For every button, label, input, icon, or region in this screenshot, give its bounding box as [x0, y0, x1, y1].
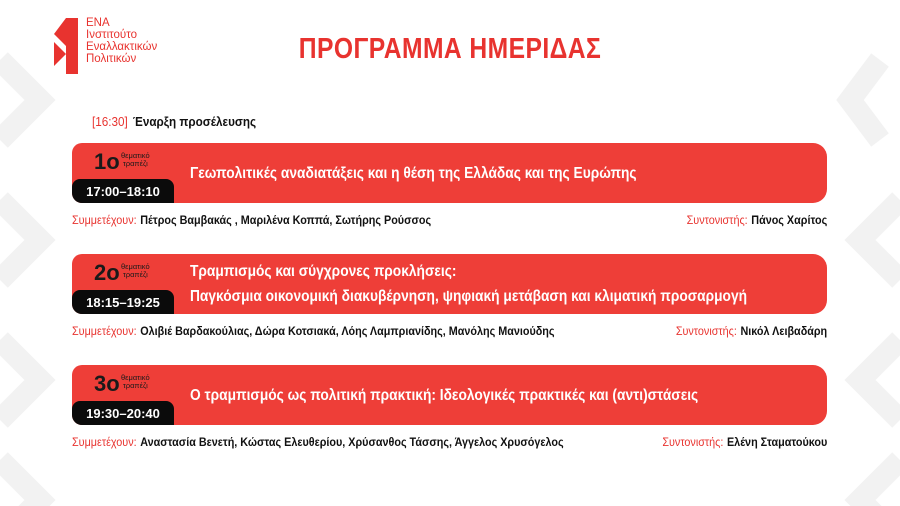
- session-sub-line: τραπέζι: [122, 381, 148, 390]
- session-people: [72, 203, 827, 231]
- session-bar: [72, 365, 827, 425]
- session-number: 3ο: [94, 371, 120, 396]
- moderator-row: [662, 435, 827, 449]
- session-topic: [190, 365, 724, 425]
- logo-line: ΕΝΑ: [86, 17, 110, 29]
- participants-names: Αναστασία Βενετή, Κώστας Ελευθερίου, Χρύσανθος Τάσσης, Άγγελος Χρυσόγελος: [140, 435, 564, 449]
- session-2: [72, 254, 827, 342]
- participants-row: [72, 324, 554, 338]
- participants-label: Συμμετέχουν:: [72, 213, 137, 227]
- session-sub-line: θεματικό: [121, 373, 150, 382]
- session-topic-line: Παγκόσμια οικονομική διακυβέρνηση, ψηφιακή μετάβαση και κλιματική προσαρμογή: [190, 288, 747, 305]
- moderator-row: [686, 213, 827, 227]
- session-time: 19:30–20:40: [72, 401, 174, 425]
- session-number: 2ο: [94, 260, 120, 285]
- session-sub: [121, 374, 150, 390]
- session-number: 1ο: [94, 149, 120, 174]
- session-sub-line: θεματικό: [121, 262, 150, 271]
- participants-row: [72, 435, 564, 449]
- session-time: 18:15–19:25: [72, 290, 174, 314]
- logo-line: Εναλλακτικών: [86, 41, 158, 53]
- participants-row: [72, 213, 431, 227]
- session-topic-line: Τραμπισμός και σύγχρονες προκλήσεις:: [190, 263, 457, 280]
- arrival-label: Έναρξη προσέλευσης: [132, 114, 257, 129]
- session-people: [72, 314, 827, 342]
- moderator-name: Πάνος Χαρίτος: [751, 213, 827, 227]
- session-sub-line: θεματικό: [121, 151, 150, 160]
- session-sub: [121, 263, 150, 279]
- session-1: [72, 143, 827, 231]
- logo-line: Ινστιτούτο: [86, 29, 137, 41]
- participants-names: Ολιβιέ Βαρδακούλιας, Δώρα Κοτσιακά, Λόης Λαμπριανίδης, Μανόλης Μανιούδης: [140, 324, 555, 338]
- session-sub-line: τραπέζι: [122, 270, 148, 279]
- moderator-name: Ελένη Σταματούκου: [726, 435, 827, 449]
- logo-line: Πολιτικών: [86, 53, 137, 65]
- session-bar: [72, 254, 827, 314]
- moderator-name: Νικόλ Λειβαδάρη: [740, 324, 827, 338]
- session-topic-line: Ο τραμπισμός ως πολιτική πρακτική: Ιδεολογικές πρακτικές και (αντι)στάσεις: [190, 386, 699, 404]
- session-topic: [190, 143, 724, 203]
- session-3: [72, 365, 827, 453]
- moderator-row: [676, 324, 827, 338]
- page-title: ΠΡΟΓΡΑΜΜΑ ΗΜΕΡΙΔΑΣ: [298, 33, 602, 65]
- arrival-row: [92, 114, 256, 129]
- session-topic: [190, 254, 747, 314]
- moderator-label: Συντονιστής:: [675, 324, 737, 338]
- session-sub-line: τραπέζι: [122, 159, 148, 168]
- session-time: 17:00–18:10: [72, 179, 174, 203]
- session-topic-line: Γεωπολιτικές αναδιατάξεις και η θέση της Ελλάδας και της Ευρώπης: [190, 164, 637, 182]
- moderator-label: Συντονιστής:: [662, 435, 724, 449]
- participants-label: Συμμετέχουν:: [72, 435, 137, 449]
- session-bar: [72, 143, 827, 203]
- participants-names: Πέτρος Βαμβακάς , Μαριλένα Κοππά, Σωτήρης Ρούσσος: [140, 213, 432, 227]
- participants-label: Συμμετέχουν:: [72, 324, 137, 338]
- moderator-label: Συντονιστής:: [686, 213, 748, 227]
- arrival-time: [16:30]: [92, 114, 128, 129]
- session-people: [72, 425, 827, 453]
- session-sub: [121, 152, 150, 168]
